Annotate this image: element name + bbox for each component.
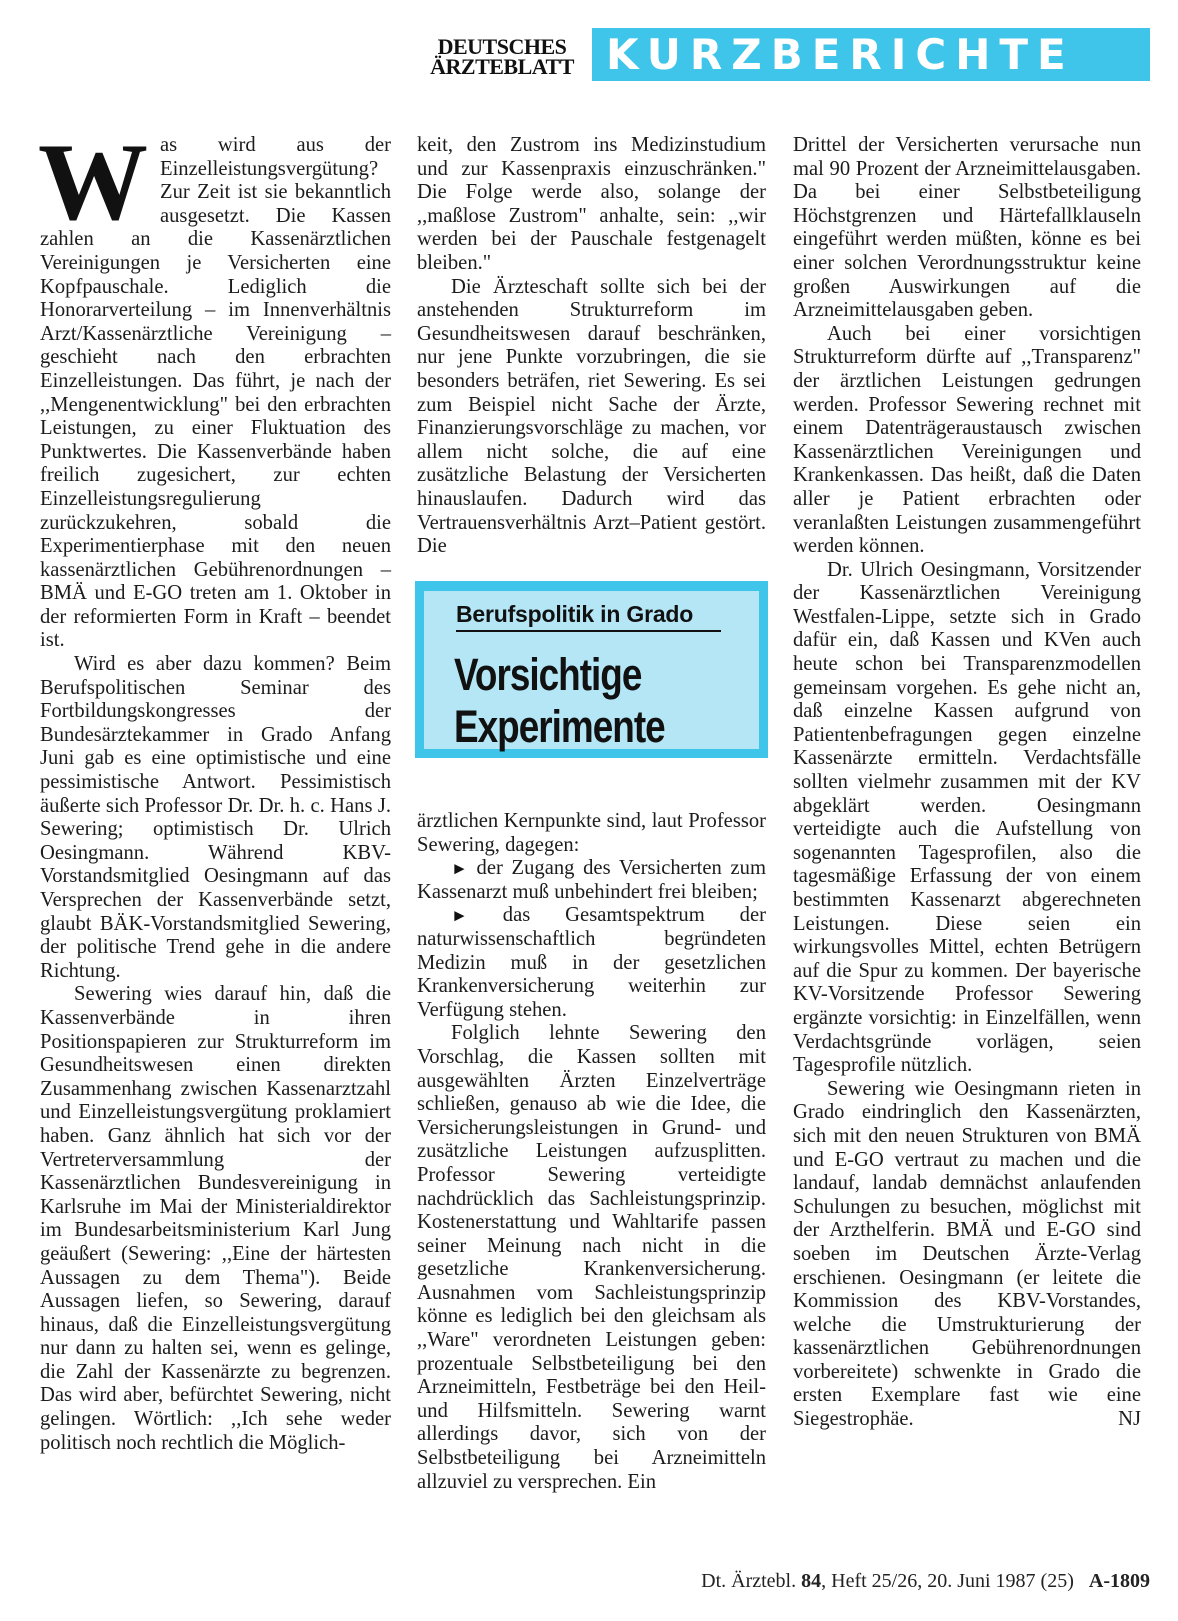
article-column-2-bottom: [417, 810, 766, 1494]
triangle-bullet-icon: ►: [451, 859, 468, 879]
article-column-3: [793, 134, 1141, 1432]
footer-journal: Dt. Ärztebl.: [701, 1570, 797, 1592]
paragraph: Sewering wies darauf hin, daß die Kassenverbände in ihren Positionspapieren zur Strukturreform im Gesundheitswesen einen direkten Zusammenhang zwischen Kassenarztzahl und Einzelleistungsvergütung proklamiert haben. Ganz ähnlich hat sich vor der Vertreterversammlung der Kassenärztlichen Bundesvereinigung in Karlsruhe im Mai der Ministerialdirektor im Bundesarbeitsministerium Karl Jung geäußert (Sewering: ,,Eine der härtesten Aussagen zu dem Thema"). Beide Aussagen liefen, so Sewering, darauf hinaus, daß die Einzelleistungsvergütung nur dann zu halten sei, wenn es gelinge, die Zahl der Kassenärzte zu begrenzen. Das wird aber, befürchtet Sewering, nicht gelingen. Wörtlich: ,,Ich sehe weder politisch noch rechtlich die Möglich-: [40, 983, 391, 1454]
section-label: KURZBERICHTE: [606, 30, 1075, 79]
paragraph: Auch bei einer vorsichtigen Strukturreform dürfte auf ,,Transparenz" der ärztlichen Leistungen gedrungen werden. Professor Sewering rechnet mit einem Datenträgeraustausch zwischen Kassenärztlichen Vereinigungen und Krankenkassen. Das heißt, daß die Daten aller je Patient erbrachten oder veranlaßten Leistungen zusammengeführt werden können.: [793, 322, 1141, 558]
paragraph: keit, den Zustrom ins Medizinstudium und zur Kassenpraxis einzuschränken." Die Folge werde also, solange der ,,maßlose Zustrom" anhalte, sein: ,,wir werden bei der Pauschale festgenagelt bleiben.": [417, 134, 766, 274]
bullet-text: der Zugang des Versicherten zum Kassenarzt muß unbehindert frei bleiben;: [417, 857, 766, 903]
section-banner: [592, 28, 1150, 81]
article-column-1: [38, 121, 391, 1455]
headline: [454, 649, 708, 753]
headline-box: [415, 581, 768, 758]
triangle-bullet-icon: ►: [451, 906, 468, 926]
bullet-item: [417, 857, 766, 904]
paragraph: Dr. Ulrich Oesingmann, Vorsitzender der Kassenärztlichen Vereinigung Westfalen-Lippe, setzte sich in Grado dafür ein, daß Kassen und KVen auch heute schon bei Transparenzmodellen gemeinsam vorgehen. Es gehe nicht an, daß einzelne Kassen aufgrund von Patientenbefragungen gegen einzelne Kassenärzte ermitteln. Verdachtsfälle sollten vielmehr zusammen mit der KV abgeklärt werden. Oesingmann verteidigte auch die Aufstellung von sogenannten Tagesprofilen, also die tagesmäßige Erfassung der von einem bestimmten Kassenarzt abgerechneten Leistungen. Diese seien ein wirkungsvolles Mittel, echten Betrügern auf die Spur zu kommen. Der bayerische KV-Vorsitzende Professor Sewering ergänzte vorsichtig: in Einzelfällen, wenn Verdachtsgründe vorlägen, seien Tagesprofile nützlich.: [793, 558, 1141, 1077]
footer-issue: , Heft 25/26, 20. Juni 1987 (25): [821, 1570, 1074, 1592]
author-signature: NJ: [1118, 1408, 1141, 1431]
headline-box-inner: [424, 591, 759, 752]
paragraph: Wird es aber dazu kommen? Beim Berufspolitischen Seminar des Fortbildungskongresses der Bundesärztekammer in Grado Anfang Juni gab es eine optimistische und eine pessimistische Antwort. Pessimistisch äußerte sich Professor Dr. Dr. h. c. Hans J. Sewering; optimistisch Dr. Ulrich Oesingmann. Während KBV-Vorstandsmitglied Oesingmann auf das Versprechen der Kassenverbände setzt, glaubt BÄK-Vorstandsmitglied Sewering, der politische Trend gehe in die andere Richtung.: [40, 653, 391, 982]
masthead-name-line2: ÄRZTEBLATT: [430, 54, 574, 79]
paragraph: Drittel der Versicherten verursache nun mal 90 Prozent der Arzneimittelausgaben. Da bei einer Selbstbeteiligung Höchstgrenzen und Härtefallklauseln eingeführt werden müßten, könne es bei einer solchen Verordnungsstruktur keine großen Auswirkungen auf die Arzneimittelausgaben geben.: [793, 134, 1141, 322]
kicker: Berufspolitik in Grado: [456, 601, 721, 632]
paragraph: ärztlichen Kernpunkte sind, laut Professor Sewering, dagegen:: [417, 810, 766, 856]
paragraph-text: Sewering wie Oesingmann rieten in Grado eindringlich den Kassenärzten, sich mit den neuen Strukturen von BMÄ und E-GO vertraut zu machen und die landauf, landab demnächst anlaufenden Schulungen zu besuchen, möglichst mit der Arzthelferin. BMÄ und E-GO sind soeben im Deutschen Ärzte-Verlag erschienen. Oesingmann (er leitete die Kommission des KBV-Vorstandes, welche die Umstrukturierung der kassenärztlichen Gebührenordnungen vorbereitete) schwenkte in Grado die ersten Exemplare fast wie eine Siegestrophäe.: [793, 1077, 1141, 1431]
masthead-name: [417, 34, 587, 79]
paragraph: [38, 121, 391, 653]
footer-volume: 84: [801, 1570, 822, 1592]
headline-line2: Experimente: [454, 701, 665, 752]
paragraph-text: as wird aus der Einzelleistungsvergütung? Zur Zeit ist sie bekanntlich ausgesetzt. Die Kassen zahlen an die Kassenärztlichen Vereinigungen je Versicherten eine Kopfpauschale. Lediglich die Honorarverteilung – im Innenverhältnis Arzt/Kassenärztliche Vereinigung – geschieht nach den erbrachten Einzelleistungen. Das führt, je nach der ,,Mengenentwicklung" bei den erbrachten Leistungen, zu einer Fluktuation des Punktwertes. Die Kassenverbände haben freilich zugesichert, zur echten Einzelleistungsregulierung zurückzukehren, sobald die Experimentierphase mit den neuen kassenärztlichen Gebührenordnungen – BMÄ und E-GO treten am 1. Oktober in der reformierten Form in Kraft – beendet ist.: [40, 134, 391, 652]
headline-line1: Vorsichtige: [454, 649, 642, 700]
article-column-2-top: [417, 134, 766, 559]
paragraph: Folglich lehnte Sewering den Vorschlag, die Kassen sollten mit ausgewählten Ärzten Einzelverträge schließen, genauso ab wie die Idee, die Versicherungsleistungen in Grund- und zusätzliche Leistungen aufzusplitten. Professor Sewering verteidigte nachdrücklich das Sachleistungsprinzip. Kostenerstattung und Wahltarife passen seiner Meinung nach nicht in die gesetzliche Krankenversicherung. Ausnahmen vom Sachleistungsprinzip könne es lediglich bei den gleichsam als ,,Ware" verordneten Leistungen geben: prozentuale Selbstbeteiligung bei den Arzneimitteln, Festbeträge bei den Heil- und Hilfsmitteln. Sewering warnt allerdings davor, sich von der Selbstbeteiligung bei Arzneimitteln allzuviel zu versprechen. Ein: [417, 1022, 766, 1493]
drop-cap: W: [38, 121, 148, 243]
paragraph: [793, 1078, 1141, 1432]
page-footer: [610, 1570, 1150, 1593]
masthead-name-line1: DEUTSCHES: [437, 34, 567, 59]
bullet-item: [417, 904, 766, 1022]
paragraph: Die Ärzteschaft sollte sich bei der anstehenden Strukturreform im Gesundheitswesen darauf beschränken, nur jene Punkte vorzubringen, die sie besonders beträfen, riet Sewering. Es sei zum Beispiel nicht Sache der Ärzte, Finanzierungsvorschläge zu machen, vor allem nicht solche, die auf eine zusätzliche Belastung der Versicherten hinauslaufen. Dadurch wird das Vertrauensverhältnis Arzt–Patient gestört. Die: [417, 275, 766, 558]
footer-page-number: A-1809: [1088, 1570, 1150, 1592]
bullet-text: das Gesamtspektrum der naturwissenschaftlich begründeten Medizin muß in der gesetzlichen Krankenversicherung weiterhin zur Verfügung stehen.: [417, 904, 766, 1021]
